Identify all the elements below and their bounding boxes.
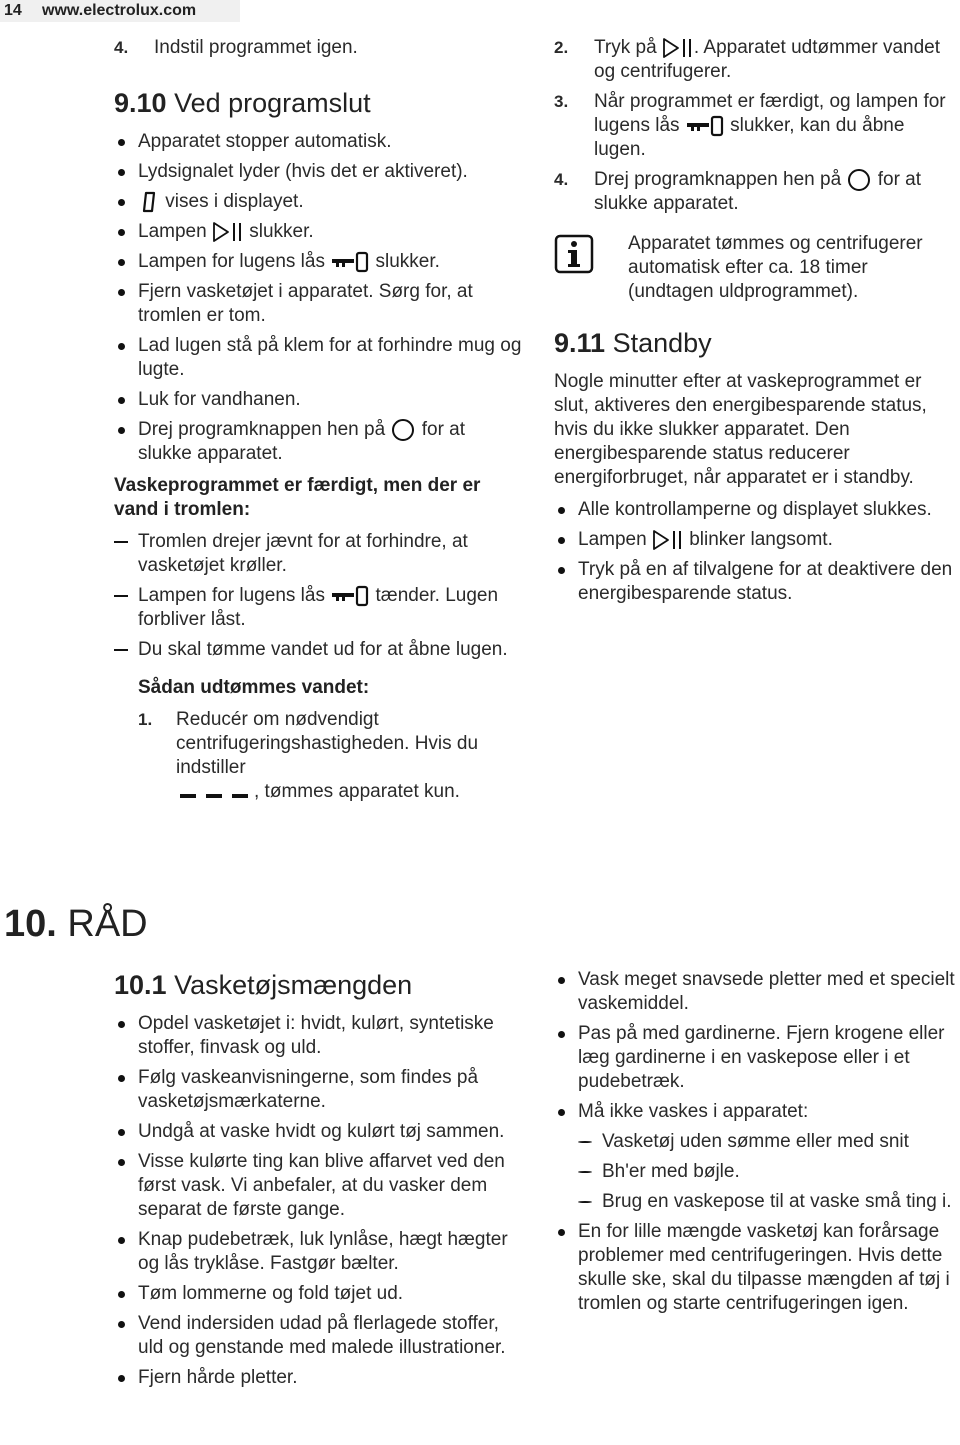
list-item-text: Fjern hårde pletter.	[138, 1367, 298, 1388]
chapter-title: RÅD	[67, 903, 148, 945]
standby-list	[554, 498, 954, 606]
section-number: 9.11	[554, 328, 606, 359]
list-item-text: Lampen	[578, 529, 647, 551]
step-text: Drej programknappen hen på	[594, 169, 842, 191]
list-item-text: Bh'er med bøjle.	[602, 1161, 740, 1182]
list-item-text: tænder. Lugen forbliver låst.	[138, 585, 499, 631]
right-column	[554, 36, 954, 612]
list-item	[578, 1130, 959, 1154]
standby-paragraph: Nogle minutter efter at vaskeprogrammet er slut, aktiveres den energibesparende status, hvis du ikke slukker apparatet. Den energibesparende status reducerer energiforbruget, når apparatet er i standby.	[554, 371, 927, 489]
water-in-drum-list	[114, 530, 524, 662]
step-2	[554, 36, 954, 84]
section-heading-9-10	[114, 86, 524, 120]
list-item	[114, 130, 524, 154]
program-end-list	[114, 130, 524, 466]
info-note	[554, 232, 954, 304]
list-item-text: Drej programknappen hen på	[138, 419, 386, 441]
list-item-text: Knap pudebetræk, luk lynlåse, hægt hægter og lås tryklåse. Fastgør bælter.	[138, 1229, 508, 1274]
list-item-text: Lampen for lugens lås	[138, 585, 325, 607]
list-item-text: blinker langsomt.	[689, 529, 833, 551]
info-text: Apparatet tømmes og centrifugerer automatisk efter ca. 18 timer (undtagen uldprogrammet).	[628, 233, 923, 303]
list-item-text: Fjern vasketøjet i apparatet. Sørg for, at tromlen er tom.	[138, 281, 473, 327]
list-item	[114, 530, 524, 578]
list-item	[114, 220, 524, 244]
water-in-drum-heading: Vaskeprogrammet er færdigt, men der er vand i tromlen:	[114, 475, 481, 521]
list-item-text: En for lille mængde vasketøj kan forårsage problemer med centrifugeringen. Hvis dette skulle ske, skal du tilpasse mængden af tøj i tromlen og starte centrifugeringen igen.	[578, 1221, 950, 1314]
list-item	[114, 1228, 524, 1276]
list-item-text: Undgå at vaske hvidt og kulørt tøj sammen.	[138, 1121, 505, 1142]
no-spin-dashes-icon	[176, 780, 254, 804]
list-item-text: Visse kulørte ting kan blive affarvet ved den først vask. Vi anbefaler, at du vasker dem separat de første gange.	[138, 1151, 505, 1220]
door-lock-icon	[330, 584, 370, 608]
list-item-text: Opdel vasketøjet i: hvidt, kulørt, syntetiske stoffer, finvask og uld.	[138, 1013, 494, 1058]
step-text: for at slukke apparatet.	[594, 169, 922, 215]
header-bar	[0, 0, 240, 22]
list-item	[114, 250, 524, 274]
off-circle-icon	[846, 168, 872, 192]
list-item-text: Apparatet stopper automatisk.	[138, 131, 392, 152]
start-pause-icon	[652, 528, 684, 552]
left-column-bottom	[114, 968, 524, 1396]
list-item	[554, 1100, 959, 1214]
info-icon	[554, 234, 594, 274]
list-item-text: slukker.	[249, 221, 314, 243]
chapter-heading-10	[4, 900, 148, 948]
list-item	[554, 528, 954, 552]
list-item-text: slukker.	[375, 251, 440, 273]
step-3	[554, 90, 954, 162]
list-item-text: Følg vaskeanvisningerne, som findes på vasketøjsmærkaterne.	[138, 1067, 479, 1112]
list-item-text: Må ikke vaskes i apparatet:	[578, 1101, 809, 1122]
list-item	[554, 558, 954, 606]
step-text: Reducér om nødvendigt centrifugeringshastigheden. Hvis du indstiller	[176, 709, 479, 779]
list-item	[578, 1160, 959, 1184]
page-number: 14	[4, 2, 22, 19]
step-number: 1.	[138, 710, 153, 730]
step-text: Indstil programmet igen.	[154, 37, 358, 58]
list-item	[114, 1120, 524, 1144]
list-item-text: Du skal tømme vandet ud for at åbne lugen.	[138, 639, 508, 661]
right-column-bottom	[554, 968, 959, 1322]
list-item	[114, 334, 524, 382]
step-text: slukker, kan du åbne lugen.	[594, 115, 905, 161]
step-text: , tømmes apparatet kun.	[254, 781, 460, 803]
list-item-text: Lampen	[138, 221, 207, 243]
list-item	[114, 638, 524, 662]
list-item	[114, 1066, 524, 1114]
list-item	[578, 1190, 959, 1214]
list-item-text: Vask meget snavsede pletter med et specielt vaskemiddel.	[578, 969, 955, 1014]
step-number: 2.	[554, 38, 569, 57]
list-item-text: Brug en vaskepose til at vaske små ting i.	[602, 1191, 952, 1212]
start-pause-icon	[662, 36, 694, 60]
list-item-text: Lampen for lugens lås	[138, 251, 325, 273]
step-text: Tryk på	[594, 37, 657, 59]
list-item-text: Pas på med gardinerne. Fjern krogene eller læg gardinerne i en vaskepose eller i et pudebetræk.	[578, 1023, 945, 1092]
section-title: Vasketøjsmængden	[174, 970, 413, 1000]
laundry-list-continued	[554, 968, 959, 1316]
section-number: 9.10	[114, 88, 167, 118]
list-item	[114, 388, 524, 412]
start-pause-icon	[212, 220, 244, 244]
list-item	[114, 418, 524, 466]
list-item	[114, 190, 524, 214]
list-item-text: Alle kontrollamperne og displayet slukkes.	[578, 499, 932, 521]
list-item	[114, 280, 524, 328]
door-lock-icon	[330, 250, 370, 274]
list-item-text: Lydsignalet lyder (hvis det er aktiveret).	[138, 161, 468, 182]
off-circle-icon	[390, 418, 416, 442]
list-item-text: for at slukke apparatet.	[138, 419, 466, 465]
door-lock-icon	[685, 114, 725, 138]
step-number: 4.	[114, 38, 129, 57]
left-column	[114, 36, 524, 810]
step-text: . Apparatet udtømmer vandet og centrifugerer.	[594, 37, 940, 83]
list-item	[114, 1150, 524, 1222]
step-4	[114, 36, 524, 60]
list-item-text: Vend indersiden udad på flerlagede stoffer, uld og genstande med malede illustrationer.	[138, 1313, 506, 1358]
list-item	[114, 584, 524, 632]
list-item-text: Tryk på en af tilvalgene for at deaktivere den energibesparende status.	[578, 559, 953, 605]
list-item	[114, 1312, 524, 1360]
laundry-list	[114, 1012, 524, 1390]
site-url[interactable]: www.electrolux.com	[42, 2, 197, 19]
step-4	[554, 168, 954, 216]
step-text: Når programmet er færdigt, og lampen for lugens lås	[594, 91, 946, 137]
drain-step-1	[138, 708, 524, 804]
section-title: Standby	[612, 328, 712, 359]
drain-heading: Sådan udtømmes vandet:	[138, 677, 370, 699]
list-item	[114, 1012, 524, 1060]
section-heading-9-11	[554, 326, 954, 360]
section-title: Ved programslut	[174, 88, 371, 118]
list-item	[554, 968, 959, 1016]
list-item	[114, 1366, 524, 1390]
list-item	[554, 1220, 959, 1316]
chapter-number: 10.	[4, 903, 57, 945]
list-item-text: Luk for vandhanen.	[138, 389, 301, 411]
do-not-wash-list	[578, 1130, 959, 1214]
list-item	[554, 498, 954, 522]
list-item-text: Lad lugen stå på klem for at forhindre mug og lugte.	[138, 335, 522, 381]
step-number: 3.	[554, 92, 569, 112]
list-item	[114, 160, 524, 184]
list-item-text: Tromlen drejer jævnt for at forhindre, at vasketøjet krøller.	[138, 531, 468, 577]
section-number: 10.1	[114, 970, 167, 1000]
display-zero-icon	[138, 190, 160, 214]
list-item	[554, 1022, 959, 1094]
list-item-text: Vasketøj uden sømme eller med snit	[602, 1131, 909, 1152]
list-item-text: Tøm lommerne og fold tøjet ud.	[138, 1283, 404, 1304]
section-heading-10-1	[114, 968, 524, 1002]
list-item	[114, 1282, 524, 1306]
list-item-text: vises i displayet.	[165, 191, 304, 213]
step-number: 4.	[554, 170, 569, 190]
